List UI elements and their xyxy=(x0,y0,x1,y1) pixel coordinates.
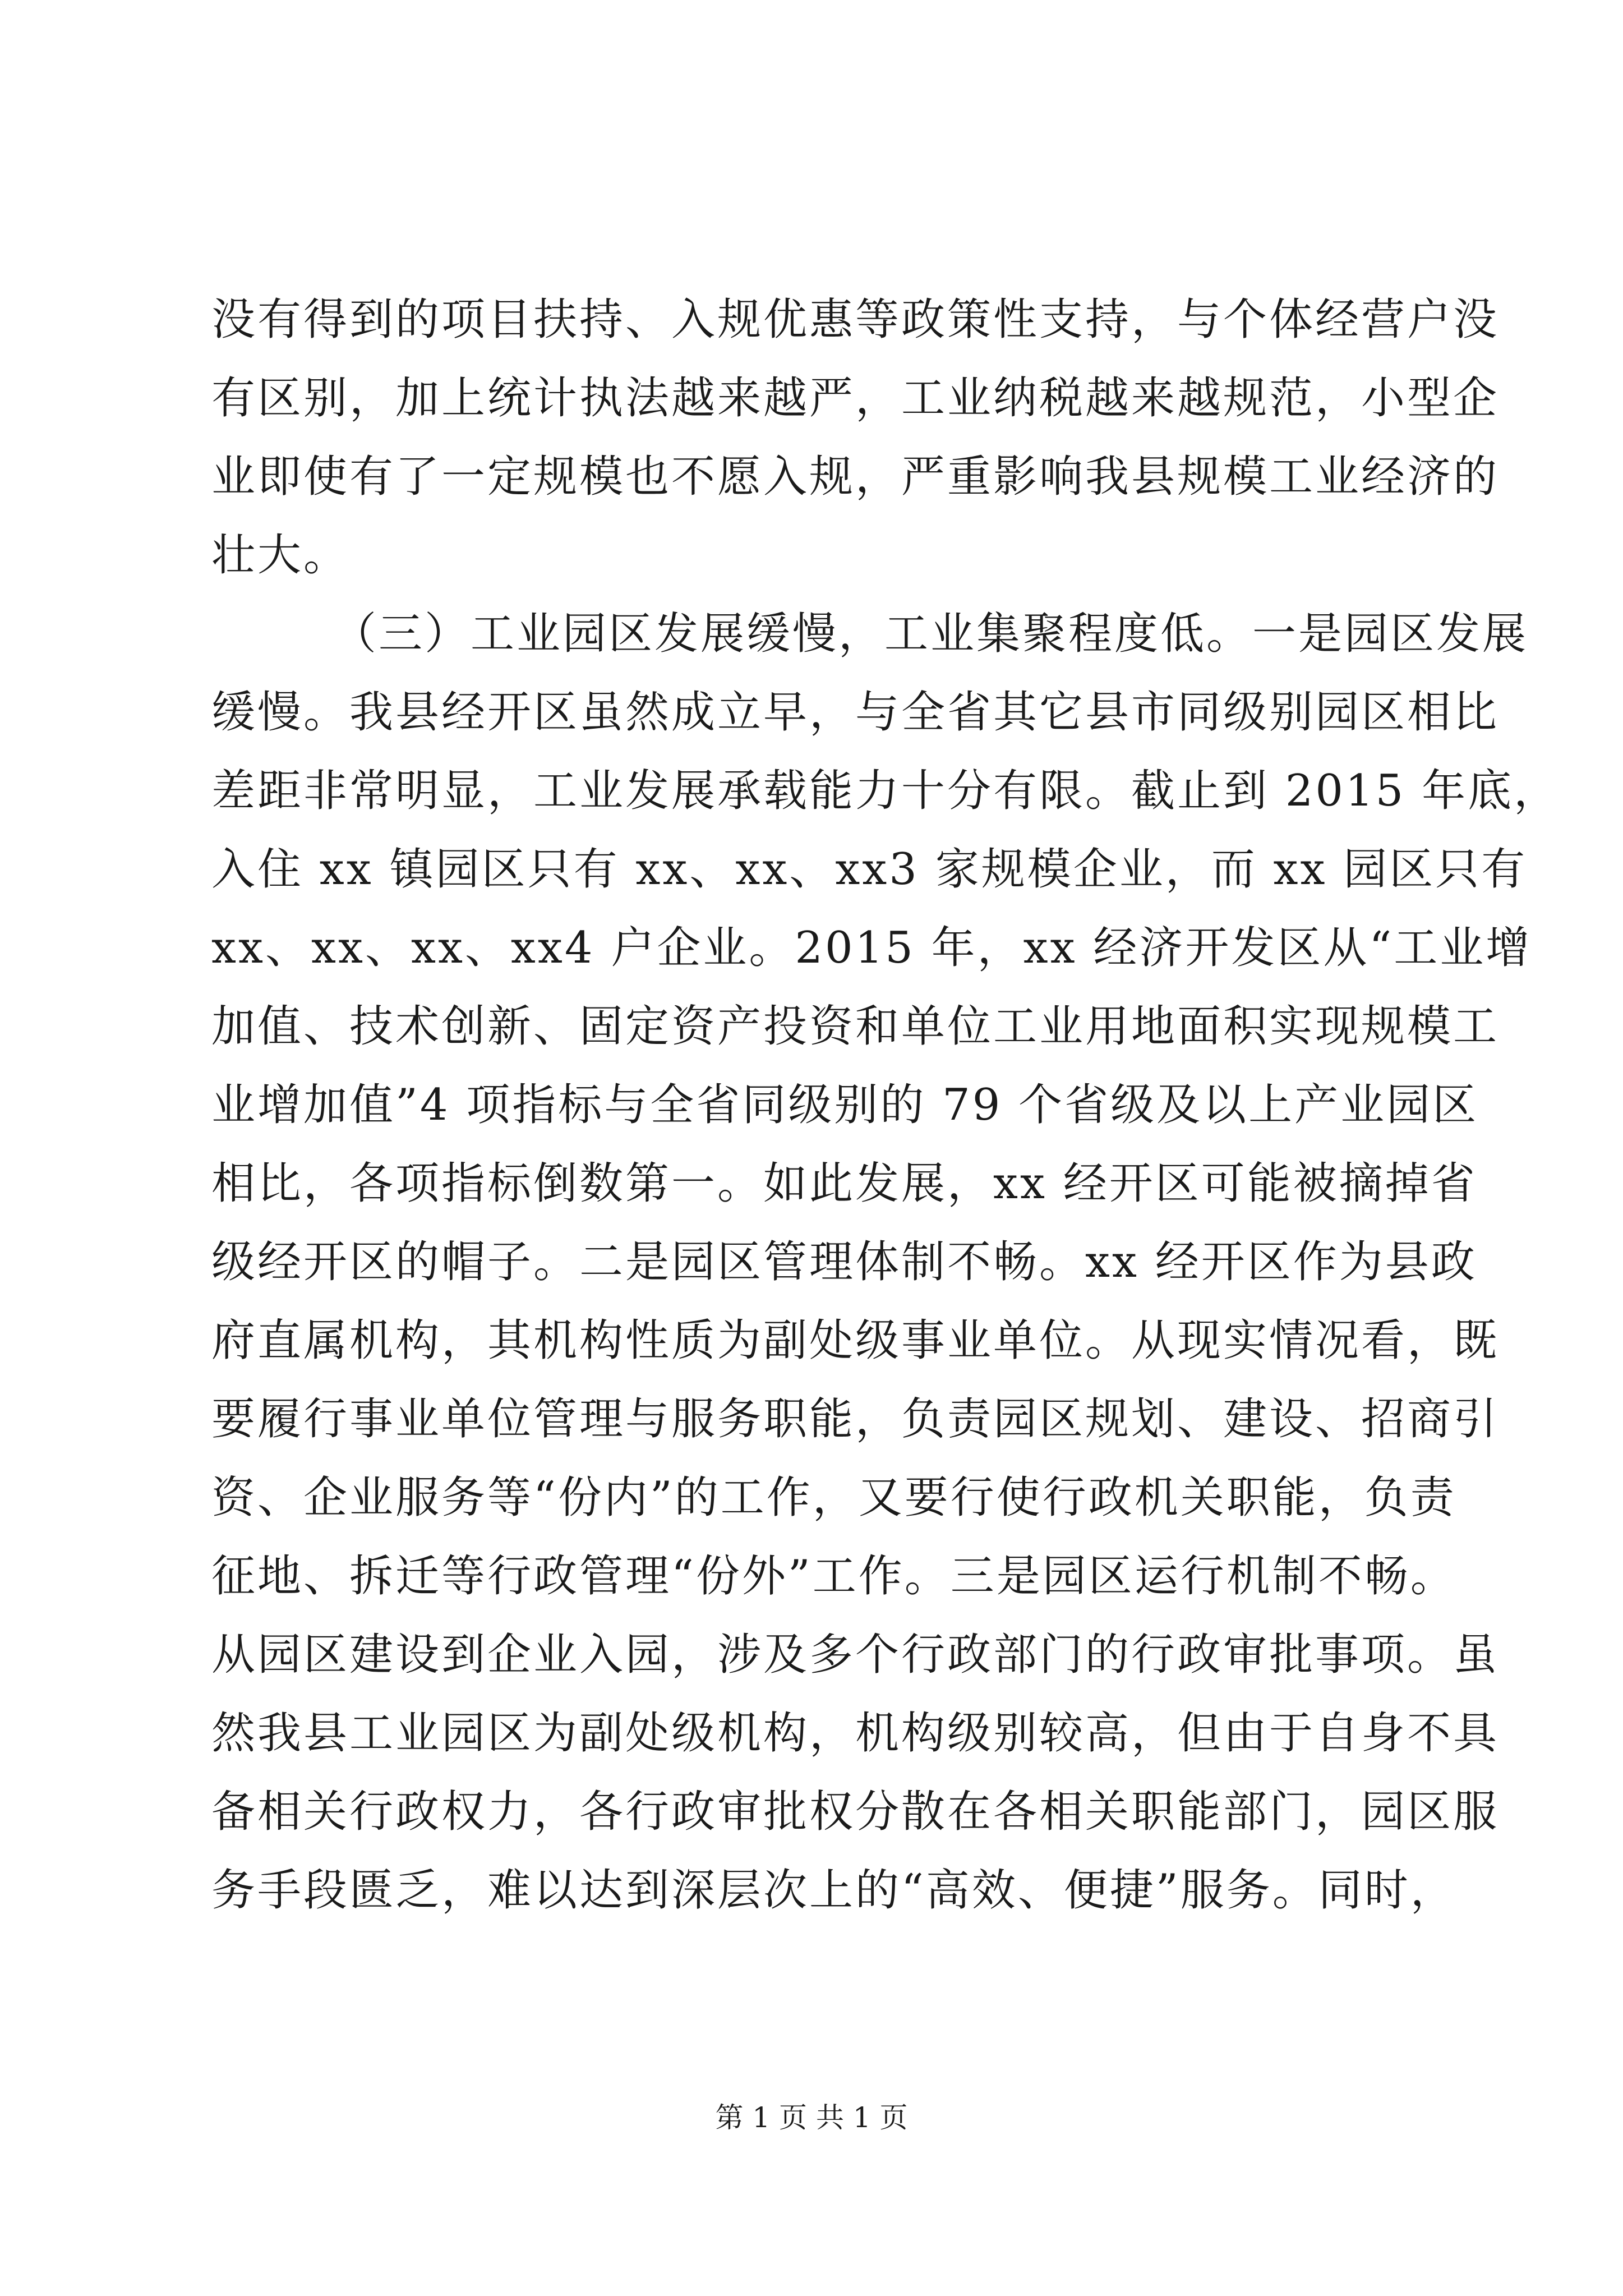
text-line: 缓慢。我县经开区虽然成立早，与全省其它县市同级别园区相比 xyxy=(211,687,1500,738)
text-line: 要履行事业单位管理与服务职能，负责园区规划、建设、招商引 xyxy=(211,1394,1500,1444)
text-line: 级经开区的帽子。二是园区管理体制不畅。xx 经开区作为县政 xyxy=(211,1237,1477,1287)
text-line: 务手段匮乏，难以达到深层次上的“高效、便捷”服务。同时， xyxy=(211,1865,1456,1916)
text-line: 从园区建设到企业入园，涉及多个行政部门的行政审批事项。虽 xyxy=(211,1630,1500,1680)
paragraph-start-line: （三）工业园区发展缓慢，工业集聚程度低。一是园区发展 xyxy=(333,609,1529,659)
text-line: 差距非常明显，工业发展承载能力十分有限。截止到 2015 年底， xyxy=(211,766,1560,816)
text-line: 相比，各项指标倒数第一。如此发展，xx 经开区可能被摘掉省 xyxy=(211,1158,1477,1209)
text-line: 业增加值”4 项指标与全省同级别的 79 个省级及以上产业园区 xyxy=(211,1080,1479,1130)
text-line: 业即使有了一定规模也不愿入规，严重影响我县规模工业经济的 xyxy=(211,452,1500,502)
body-text xyxy=(211,280,1560,1930)
text-line: 备相关行政权力，各行政审批权分散在各相关职能部门，园区服 xyxy=(211,1787,1500,1837)
page-number-footer: 第 1 页 共 1 页 xyxy=(715,2101,908,2134)
text-line: 入住 xx 镇园区只有 xx、xx、xx3 家规模企业，而 xx 园区只有 xyxy=(211,844,1528,895)
text-line: 资、企业服务等“份内”的工作，又要行使行政机关职能，负责 xyxy=(211,1473,1456,1523)
text-line: 府直属机构，其机构性质为副处级事业单位。从现实情况看，既 xyxy=(211,1315,1500,1366)
text-line: 然我县工业园区为副处级机构，机构级别较高，但由于自身不具 xyxy=(211,1708,1500,1759)
text-line: 壮大。 xyxy=(211,530,350,581)
text-line: xx、xx、xx、xx4 户企业。2015 年，xx 经济开发区从“工业增 xyxy=(211,923,1532,973)
text-line: 加值、技术创新、固定资产投资和单位工业用地面积实现规模工 xyxy=(211,1001,1500,1052)
text-line: 征地、拆迁等行政管理“份外”工作。三是园区运行机制不畅。 xyxy=(211,1551,1456,1602)
text-line: 有区别，加上统计执法越来越严，工业纳税越来越规范，小型企 xyxy=(211,373,1500,424)
text-line: 没有得到的项目扶持、入规优惠等政策性支持，与个体经营户没 xyxy=(211,295,1500,345)
